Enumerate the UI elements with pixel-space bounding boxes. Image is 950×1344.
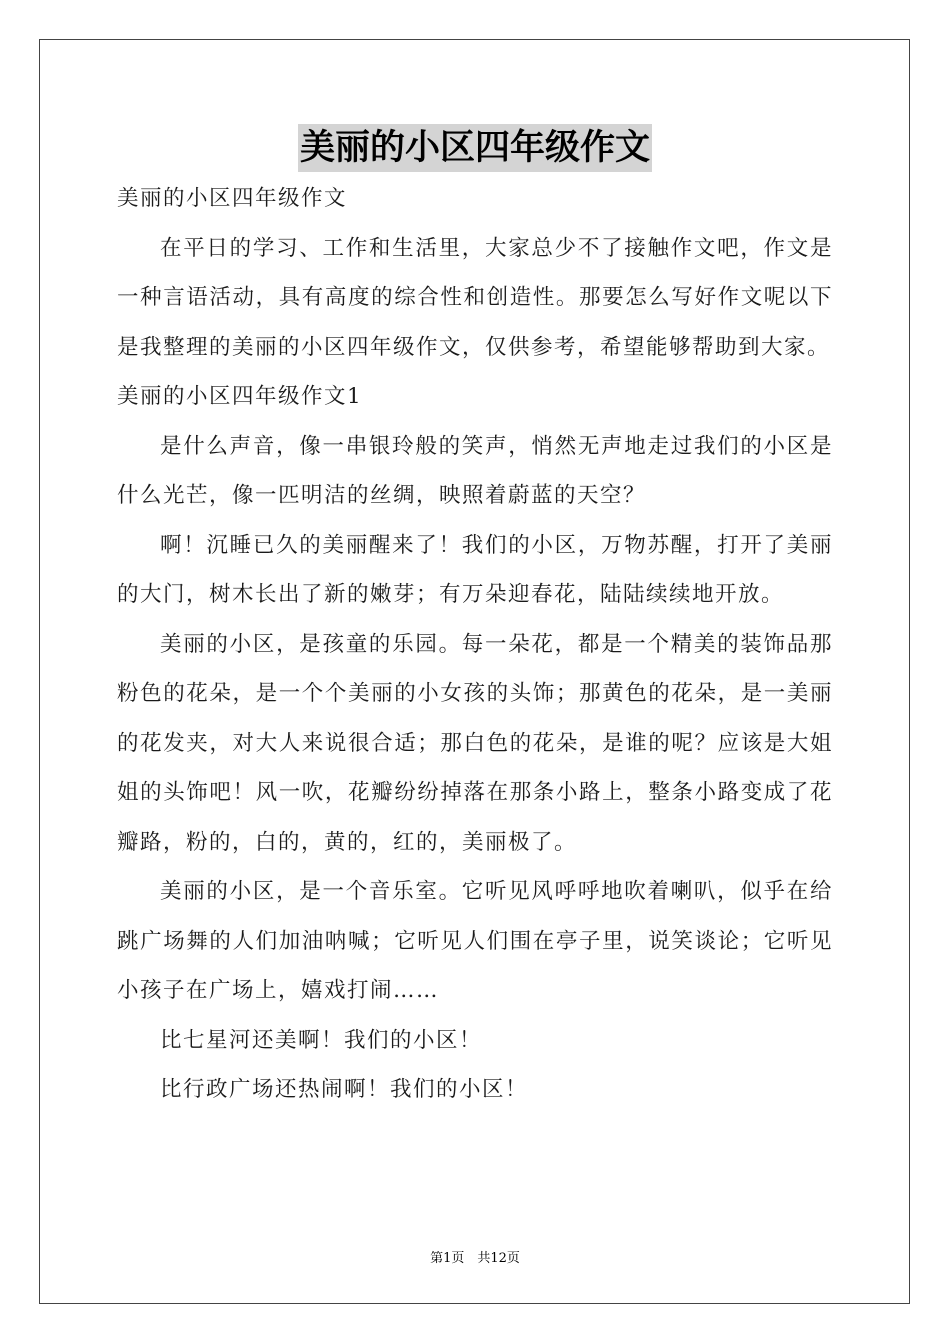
- section-heading: 美丽的小区四年级作文1: [117, 384, 363, 409]
- body-paragraph: 啊！沉睡已久的美丽醒来了！我们的小区，万物苏醒，打开了美丽的大门，树木长出了新的嫩芽；有万朵迎春花，陆陆续续地开放。: [117, 532, 833, 607]
- body-paragraph: 美丽的小区，是孩童的乐园。每一朵花，都是一个精美的装饰品那粉色的花朵，是一个个美丽的小女孩的头饰；那黄色的花朵，是一美丽的花发夹，对大人来说很合适；那白色的花朵，是谁的呢？应该是大姐姐的头饰吧！风一吹，花瓣纷纷掉落在那条小路上，整条小路变成了花瓣路，粉的，白的，黄的，红的，美丽极了。: [117, 631, 833, 855]
- body-paragraph: 比七星河还美啊！我们的小区！: [160, 1027, 483, 1053]
- page-footer: 第1页 共12页: [430, 1251, 520, 1266]
- body-paragraph: 是什么声音，像一串银玲般的笑声，悄然无声地走过我们的小区是什么光芒，像一匹明洁的丝绸，映照着蔚蓝的天空？: [117, 433, 833, 508]
- section-heading: 美丽的小区四年级作文: [117, 186, 348, 211]
- document-title: 美丽的小区四年级作文: [298, 124, 652, 172]
- title-container: [0, 124, 950, 172]
- document-body: [117, 174, 833, 1115]
- body-paragraph: 比行政广场还热闹啊！我们的小区！: [160, 1077, 529, 1102]
- body-paragraph: 在平日的学习、工作和生活里，大家总少不了接触作文吧，作文是一种言语活动，具有高度的综合性和创造性。那要怎么写好作文呢以下是我整理的美丽的小区四年级作文，仅供参考，希望能够帮助到大家。: [117, 235, 833, 360]
- body-paragraph: 美丽的小区，是一个音乐室。它听见风呼呼地吹着喇叭，似乎在给跳广场舞的人们加油呐喊；它听见人们围在亭子里，说笑谈论；它听见小孩子在广场上，嬉戏打闹……: [117, 879, 833, 1003]
